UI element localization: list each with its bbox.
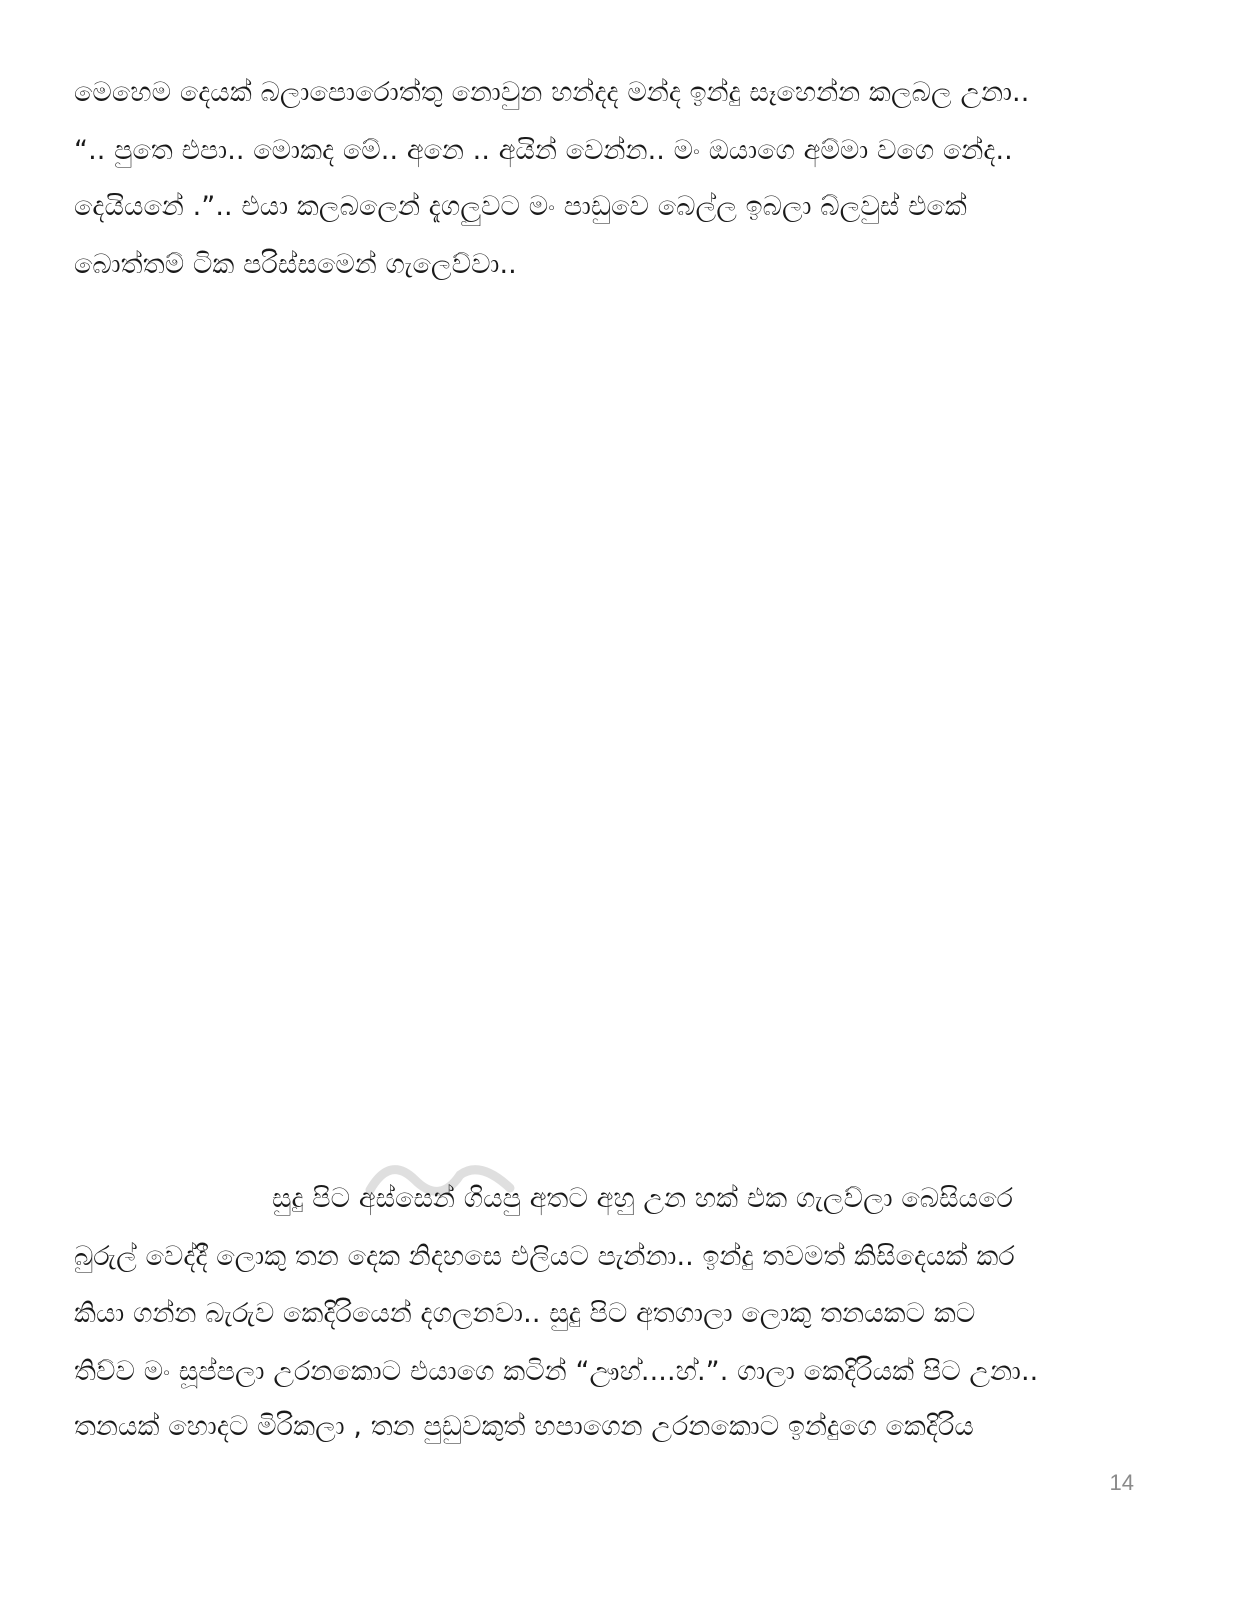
text-line: බුරුල් වෙද්දී ලොකු තන දෙක නිදහසෙ එලියට පැන්නා.. ඉන්දු තවමත් කිසිදෙයක් කර — [74, 1241, 1015, 1272]
text-line: දෙයියනේ .”.. එයා කලබලෙන් දැගලුවට මං පාඩුවෙ බෙල්ල ඉබලා බ්ලවුස් එකේ — [74, 191, 967, 222]
text-line: මෙහෙම දෙයක් බලාපොරොත්තු නොවුන හන්දද මන්ද ඉන්දු සෑහෙන්න කලබල උනා.. — [74, 77, 1030, 108]
text-line: සුදු පිට අස්සෙන් ගියපු අතට අහු උන හක් එක ගැලව්ලා බෙසියරෙ — [272, 1183, 1013, 1214]
text-line: තිව්ව මං සූප්පලා උරනකොට එයාගෙ කටින් “ඌහ්....හ්.”. ගාලා කෙදිරියක් පිට උනා.. — [74, 1356, 1039, 1387]
text-line: තනයක් හොදට මිරිකලා , තන පුඩුවකුත් හපාගෙන උරනකොට ඉන්දුගෙ කෙදිරිය — [74, 1411, 974, 1442]
text-line: බොත්තම් ටික පරිස්සමෙන් ගැලෙව්වා.. — [74, 249, 517, 280]
page-number: 14 — [1109, 1470, 1134, 1495]
text-line: “.. පුතෙ එපා.. මොකද මේ.. අනෙ .. අයින් වෙන්න.. මං ඔයාගෙ අම්මා වගෙ නේද.. — [74, 135, 1013, 166]
text-line: කියා ගන්න බැරුව කෙදිරියෙන් දගලනවා.. සුදු පිට අතගාලා ලොකු තනයකට කට — [74, 1298, 976, 1329]
